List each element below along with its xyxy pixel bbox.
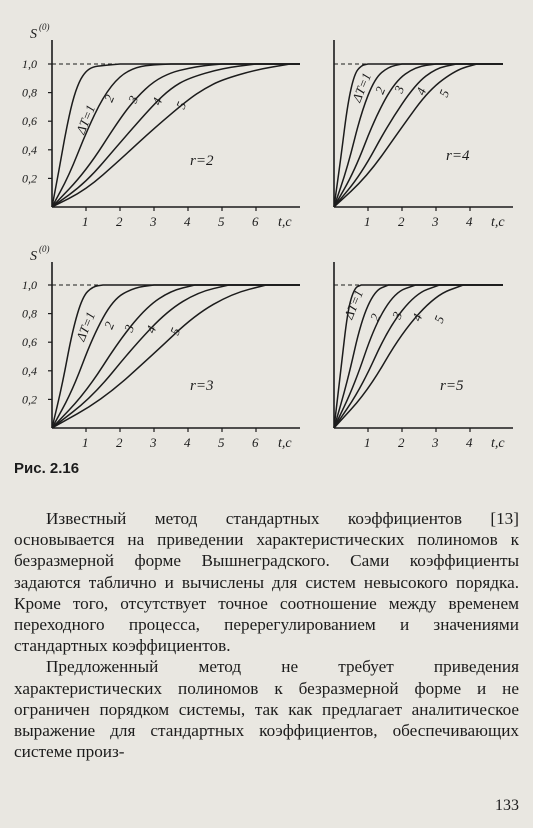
bottom-right-series-5-label: 5 [430,313,448,326]
top-right-series-1-label: ΔT=1 [348,70,375,105]
bottom-right-series-2-label: 2 [366,311,384,324]
top-right-x-tick-label: 1 [364,214,371,229]
top-left-y-axis-label-sup: (0) [39,22,50,32]
top-left-x-tick-label: 1 [82,214,89,229]
top-left-annotation: r=2 [190,153,214,169]
top-left-series-5-label: 5 [172,99,190,112]
bottom-left-series-2-label: 2 [100,319,118,332]
bottom-left-series-3-label: 3 [120,322,138,335]
bottom-right-series-4-label: 4 [408,311,426,324]
figure-caption: Рис. 2.16 [14,460,80,477]
top-left-series-3-label: 3 [124,93,142,106]
top-right-x-tick-label: 2 [398,214,405,229]
bottom-left-x-tick-label: 3 [150,435,157,450]
top-left-y-tick-label: 1,0 [22,57,37,71]
top-left-x-axis-label: t,c [278,215,292,230]
top-right-annotation: r=4 [446,148,470,164]
bottom-left-y-tick-label: 0,2 [22,392,37,407]
paragraph-2: Предложенный метод не требует приведения характеристических полиномов к безразмерной форме и не ограничен порядком системы, так как предлагает аналитическое выражение для стандартных коэффициентов, обеспечивающих системе произ- [14,657,519,762]
bottom-right-x-axis-label: t,c [491,436,505,451]
bottom-left-y-axis-label: S [30,249,37,264]
bottom-left-y-tick-label: 0,4 [22,363,37,378]
body-text [14,508,519,762]
top-right-x-tick-label: 3 [432,214,439,229]
bottom-left-annotation: r=3 [190,378,214,394]
bottom-right-x-tick-label: 2 [398,435,405,450]
top-right-series-4-label: 4 [412,85,430,98]
bottom-right-series-3-label: 3 [388,309,406,322]
bottom-left-y-tick-label: 0,8 [22,306,37,321]
top-right-series-5-label: 5 [435,87,453,100]
bottom-left-x-tick-label: 1 [82,435,89,450]
top-right-x-axis-label: t,c [491,215,505,230]
top-left-y-tick-label: 0,2 [22,171,37,186]
bottom-left-series-5-label: 5 [166,325,184,338]
bottom-right-x-tick-label: 4 [466,435,473,450]
bottom-left-series-4-label: 4 [142,323,160,336]
top-left-x-tick-label: 4 [184,214,191,229]
bottom-right-series-1-label: ΔT=1 [340,287,367,322]
top-left-y-axis-label: S [30,27,37,42]
bottom-left-x-tick-label: 4 [184,435,191,450]
top-left-series-4-label: 4 [148,95,166,108]
top-left-y-tick-label: 0,6 [22,114,37,129]
bottom-left-x-tick-label: 2 [116,435,123,450]
top-left-x-tick-label: 5 [218,214,225,229]
bottom-left-y-tick-label: 0,6 [22,335,37,350]
top-left-y-tick-label: 0,8 [22,85,37,100]
bottom-left-x-axis-label: t,c [278,436,292,451]
top-right-x-tick-label: 4 [466,214,473,229]
bottom-left-x-tick-label: 6 [252,435,259,450]
bottom-left-x-tick-label: 5 [218,435,225,450]
paragraph-1: Известный метод стандартных коэффициентов [13] основывается на приведении характеристических полиномов к безразмерной форме Вышнеградского. Сами коэффициенты задаются таблично и вычислены для систем невысокого порядка. Кроме того, отсутствует точное соотношение между временем переходного процесса, перерегулированием и значениями стандартных коэффициентов. [14,509,519,656]
top-left-x-tick-label: 3 [150,214,157,229]
top-right-series-2-label: 2 [371,84,389,97]
bottom-left-y-axis-label-sup: (0) [39,244,50,254]
page-number: 133 [495,797,519,814]
bottom-right-annotation: r=5 [440,378,464,394]
top-left-series-2-label: 2 [100,92,118,105]
top-left-x-tick-label: 6 [252,214,259,229]
bottom-right-x-tick-label: 1 [364,435,371,450]
bottom-left-y-tick-label: 1,0 [22,278,37,292]
top-left-series-1-label: ΔT=1 [72,102,99,137]
bottom-left-series-1-label: ΔT=1 [72,309,99,344]
top-right-series-3-label: 3 [390,83,408,96]
top-left-x-tick-label: 2 [116,214,123,229]
top-left-y-tick-label: 0,4 [22,142,37,157]
bottom-right-x-tick-label: 3 [432,435,439,450]
